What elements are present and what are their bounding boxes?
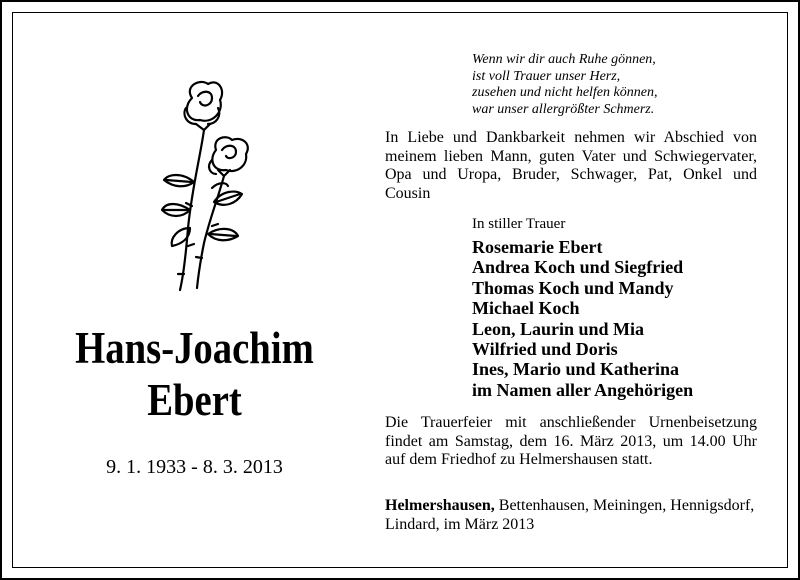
farewell-text: In Liebe und Dankbarkeit nehmen wir Abschied von meinem lieben Mann, guten Vater und Schwiegervater, Opa und Uropa, Bruder, Schwager, Pat, Onkel und Cousin <box>385 129 757 202</box>
mourner-name: Ines, Mario und Katherina <box>472 359 680 380</box>
poem-line: ist voll Trauer unser Herz, <box>472 68 621 84</box>
poem-line: war unser allergrößter Schmerz. <box>472 101 655 117</box>
mourner-name: Thomas Koch und Mandy <box>472 277 674 298</box>
mourner-name: im Namen aller Angehörigen <box>472 379 694 400</box>
poem-line: zusehen und nicht helfen können, <box>472 85 658 100</box>
deceased-last-name: Ebert <box>147 375 242 425</box>
deceased-first-name: Hans-Joachim <box>75 323 314 373</box>
grief-intro: In stiller Trauer <box>472 216 566 232</box>
mourners-list <box>472 237 693 400</box>
funeral-info: Die Trauerfeier mit anschließender Urnenbeisetzung findet am Samstag, dem 16. März 2013, um 14.00 Uhr auf dem Friedhof zu Helmershausen statt. <box>385 414 757 468</box>
life-dates: 9. 1. 1933 - 8. 3. 2013 <box>106 456 283 478</box>
place-main: Helmershausen, <box>385 497 495 514</box>
poem <box>472 52 657 118</box>
place-and-date <box>385 497 798 534</box>
mourner-name: Michael Koch <box>472 298 580 319</box>
poem-line: Wenn wir dir auch Ruhe gönnen, <box>472 52 656 67</box>
rose-icon <box>152 78 262 300</box>
mourner-name: Leon, Laurin und Mia <box>472 318 645 339</box>
mourner-name: Wilfried und Doris <box>472 339 618 360</box>
place-rest: Bettenhausen, Meiningen, Hennigsdorf, Lindard, im März 2013 <box>385 497 755 533</box>
mourner-name: Rosemarie Ebert <box>472 237 603 257</box>
mourner-name: Andrea Koch und Siegfried <box>472 257 684 278</box>
